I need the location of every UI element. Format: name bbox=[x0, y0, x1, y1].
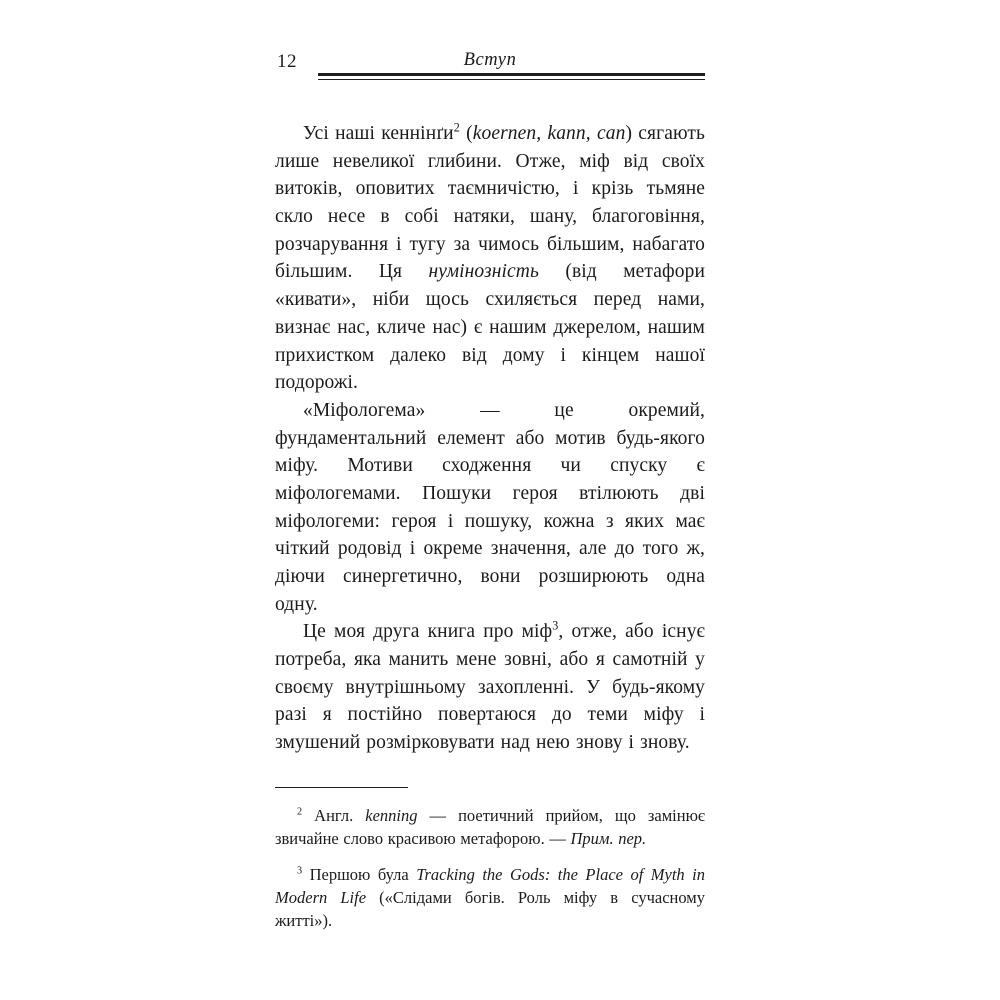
text-segment: 3 bbox=[552, 618, 559, 633]
header-title: Вступ bbox=[463, 50, 517, 70]
body-text bbox=[275, 120, 705, 757]
text-segment: ) сягають лише невеликої глибини. Отже, міф від своїх витоків, оповитих таємничістю, і крізь тьмяне скло несе в собі натяки, шану, благоговіння, розчарування і тугу за чимось більшим, набагато більшим. Ця bbox=[275, 123, 705, 283]
footnotes-section bbox=[275, 787, 705, 932]
header-rule bbox=[318, 73, 705, 80]
text-segment: нумінозність bbox=[428, 261, 539, 283]
text-block bbox=[275, 48, 705, 932]
page-number: 12 bbox=[277, 51, 297, 72]
text-segment: Tracking the Gods: the Place of Myth in Modern Life bbox=[275, 865, 706, 908]
footnote bbox=[275, 863, 705, 932]
text-segment: Англ. bbox=[302, 805, 366, 825]
text-segment: Першою була bbox=[302, 865, 417, 884]
text-segment: (від метафори «кивати», ніби щось схиляється перед нами, визнає нас, кличе нас) є нашим джерелом, нашим прихистком далеко від дому і кінцем нашої подорожі. bbox=[275, 261, 705, 394]
text-segment: koernen, kann, can bbox=[472, 123, 626, 144]
text-segment: ( bbox=[459, 123, 473, 144]
text-segment: Це моя друга книга про міф bbox=[303, 621, 553, 643]
text-segment: «Міфологема» — це окремий, фундаментальний елемент або мотив будь-якого міфу. Мотиви сходження чи спуску є міфологемами. Пошуки героя втілюють дві міфологеми: героя і пошуку, кожна з яких має чіткий родовід і окреме значення, але до того ж, діючи синергетично, вони розширюють одна одну. bbox=[275, 399, 705, 615]
text-segment: 2 bbox=[453, 120, 460, 135]
text-segment: — поетичний прийом, що замінює звичайне слово красивою метафорою. — bbox=[275, 805, 705, 848]
text-segment: Усі наші кеннінґи bbox=[303, 123, 454, 144]
body-paragraph bbox=[275, 618, 705, 756]
text-segment: 2 bbox=[297, 806, 303, 818]
text-segment: , отже, або існує потреба, яка манить мене зовні, або я самотній у своєму внутрішньому захопленні. У будь-якому разі я постійно повертаюся до теми міфу і змушений розмірковувати над нею знову і знову. bbox=[275, 621, 706, 754]
body-paragraph bbox=[275, 397, 705, 619]
page-header bbox=[275, 48, 705, 80]
text-segment: («Слідами богів. Роль міфу в сучасному житті»). bbox=[275, 888, 705, 931]
text-segment: 3 bbox=[297, 865, 303, 877]
footnote bbox=[275, 804, 705, 850]
footnote-separator bbox=[275, 787, 408, 788]
text-segment: kenning bbox=[365, 805, 418, 825]
body-paragraph bbox=[275, 120, 705, 397]
text-segment: Прим. пер. bbox=[570, 828, 647, 848]
